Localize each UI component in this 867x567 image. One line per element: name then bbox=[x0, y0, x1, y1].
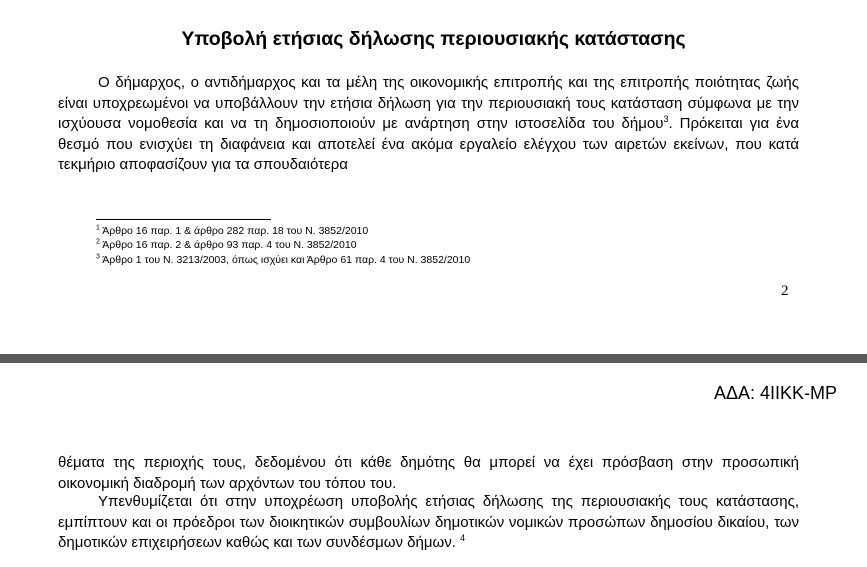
footnote-ref-4[interactable]: 4 bbox=[460, 533, 466, 544]
ada-code: ΑΔΑ: 4ΙΙΚΚ-ΜΡ bbox=[713, 383, 837, 403]
footnote-text: Άρθρο 1 του Ν. 3213/2003, όπως ισχύει και Άρθρο 61 παρ. 4 του Ν. 3852/2010 bbox=[102, 253, 471, 266]
body-paragraph-1 bbox=[58, 73, 799, 176]
footnote-text: Άρθρο 16 παρ. 1 & άρθρο 282 παρ. 18 του Ν. 3852/2010 bbox=[102, 225, 369, 237]
footnotes bbox=[96, 224, 470, 267]
page-title: Υποβολή ετήσιας δήλωσης περιουσιακής κατάστασης bbox=[181, 28, 686, 50]
footnote-2 bbox=[96, 238, 470, 252]
page-break-divider bbox=[0, 354, 867, 363]
paragraph-text-continued: . Πρόκειται για ένα θεσμό που ενισχύει τη διαφάνεια και αποτελεί ένα ακόμα εργαλείο ελέγχου των αιρετών εκείνων, που κατά τεκμήριο αποφασίζουν για τα σπουδαιότερα bbox=[58, 115, 799, 174]
body-paragraph-2: θέματα της περιοχής τους, δεδομένου ότι κάθε δημότης θα μπορεί να έχει πρόσβαση στην προσωπική οικονομική διαδρομή των αρχόντων του τόπου του. bbox=[58, 454, 799, 492]
footnote-number: 3 bbox=[96, 253, 100, 261]
paragraph-text: Υπενθυμίζεται ότι στην υποχρέωση υποβολής ετήσιας δήλωσης της περιουσιακής τους κατάστασης, εμπίπτουν και οι πρόεδροι των διοικητικών συμβουλίων δημοτικών νομικών προσώπων δημοσίου δικαίου, των δημοτικών επιχειρήσεων καθώς και των συνδέσμων δήμων. bbox=[58, 493, 799, 552]
paragraph-text: Ο δήμαρχος, ο αντιδήμαρχος και τα μέλη της οικονομικής επιτροπής και της επιτροπής ποιότητας ζωής είναι υποχρεωμένοι να υποβάλλουν την ετήσια δήλωση για την περιουσιακή τους κατάσταση σύμφωνα με την ισχύουσα νομοθεσία και να τη δημοσιοποιούν με ανάρτηση στην ιστοσελίδα του δήμου bbox=[58, 74, 799, 133]
footnote-text: Άρθρο 16 παρ. 2 & άρθρο 93 παρ. 4 του Ν. 3852/2010 bbox=[102, 239, 357, 252]
footnote-number: 2 bbox=[96, 238, 100, 246]
footnote-1 bbox=[96, 224, 470, 238]
footnote-separator bbox=[96, 219, 271, 220]
page-number: 2 bbox=[781, 283, 789, 299]
body-paragraph-3 bbox=[58, 492, 799, 554]
footnote-ref-3[interactable]: 3 bbox=[663, 114, 669, 125]
footnote-3 bbox=[96, 253, 470, 267]
footnote-number: 1 bbox=[96, 224, 100, 232]
